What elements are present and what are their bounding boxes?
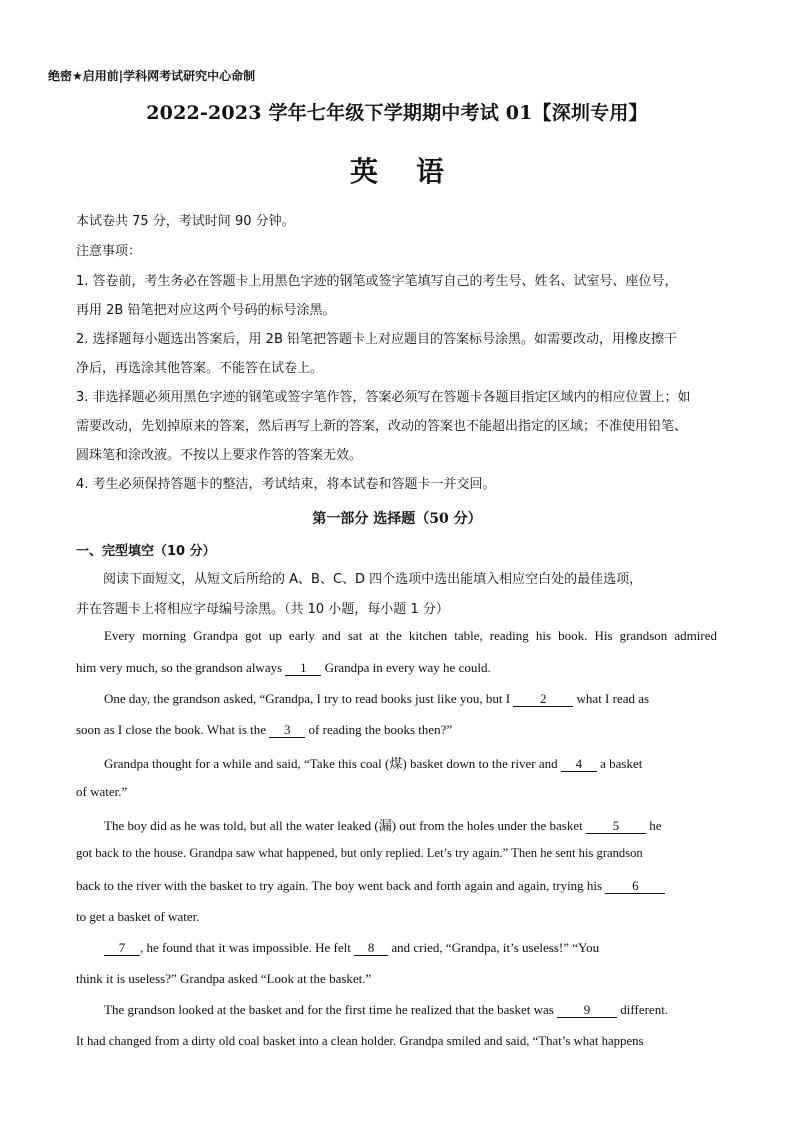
notice-item-2a: 2. 选择题每小题选出答案后，用 2B 铅笔把答题卡上对应题目的答案标号涂黑。如需要改动，用橡皮擦干 — [76, 332, 677, 347]
passage-line: Grandpa thought for a while and said, “Take this coal (煤) basket down to the river and 4 a basket — [104, 756, 643, 771]
section-title: 第一部分 选择题（50 分） — [312, 511, 482, 527]
blank-9: 9 — [557, 1003, 617, 1018]
exam-info: 本试卷共 75 分，考试时间 90 分钟。 — [76, 214, 295, 229]
part-title: 一、完型填空（10 分） — [76, 544, 216, 559]
passage-line: got back to the house. Grandpa saw what happened, but only replied. Let’s try again.” Then he sent his grandson — [76, 846, 643, 860]
passage-line: back to the river with the basket to try again. The boy went back and forth again and again, trying his 6 — [76, 878, 665, 894]
notice-item-2b: 净后，再选涂其他答案。不能答在试卷上。 — [76, 361, 324, 376]
passage-line: 7 , he found that it was impossible. He felt 8 and cried, “Grandpa, it’s useless!” “You — [104, 940, 599, 956]
passage-line: soon as I close the book. What is the 3 of reading the books then?” — [76, 722, 453, 737]
confidential-line: 绝密★启用前|学科网考试研究中心命制 — [48, 69, 256, 83]
passage-line: The grandson looked at the basket and for the first time he realized that the basket was 9 different. — [104, 1002, 669, 1017]
passage-line: One day, the grandson asked, “Grandpa, I try to read books just like you, but I 2 what I read as — [104, 691, 650, 706]
blank-5: 5 — [586, 819, 646, 834]
blank-4: 4 — [561, 757, 597, 772]
subject-title: 英语 — [349, 155, 482, 188]
blank-1: 1 — [285, 661, 321, 676]
exam-title: 2022-2023 学年七年级下学期期中考试 01【深圳专用】 — [146, 102, 648, 124]
notice-item-1a: 1. 答卷前，考生务必在答题卡上用黑色字迹的钢笔或签字笔填写自己的考生号、姓名、试室号、座位号， — [76, 274, 678, 289]
blank-7: 7 — [104, 941, 140, 956]
blank-6: 6 — [605, 879, 665, 894]
directions-line-1: 阅读下面短文，从短文后所给的 A、B、C、D 四个选项中选出能填入相应空白处的最佳选项， — [103, 572, 643, 587]
notice-item-3c: 圆珠笔和涂改液。不按以上要求作答的答案无效。 — [76, 448, 363, 463]
blank-3: 3 — [269, 723, 305, 738]
passage-line: Every morning Grandpa got up early and sat at the kitchen table, reading his book. His grandson admired — [104, 628, 717, 643]
passage-line: The boy did as he was told, but all the water leaked (漏) out from the holes under the basket 5 he — [104, 818, 662, 833]
passage-line: think it is useless?” Grandpa asked “Look at the basket.” — [76, 971, 372, 986]
notice-item-3a: 3. 非选择题必须用黑色字迹的钢笔或签字笔作答，答案必须写在答题卡各题目指定区域内的相应位置上；如 — [76, 390, 691, 405]
blank-2: 2 — [513, 692, 573, 707]
notice-item-3b: 需要改动，先划掉原来的答案，然后再写上新的答案，改动的答案也不能超出指定的区域；不准使用铅笔、 — [76, 419, 688, 434]
blank-8: 8 — [354, 941, 388, 956]
passage-line: him very much, so the grandson always 1 Grandpa in every way he could. — [76, 660, 491, 675]
notice-item-4: 4. 考生必须保持答题卡的整洁，考试结束，将本试卷和答题卡一并交回。 — [76, 477, 496, 492]
passage-line: It had changed from a dirty old coal basket into a clean holder. Grandpa smiled and said, “That’s what happens — [76, 1034, 644, 1048]
notice-title: 注意事项： — [76, 244, 142, 259]
directions-line-2: 并在答题卡上将相应字母编号涂黑。（共 10 小题，每小题 1 分） — [76, 602, 449, 617]
notice-item-1b: 再用 2B 铅笔把对应这两个号码的标号涂黑。 — [76, 303, 336, 318]
passage-line: of water.” — [76, 784, 128, 799]
passage-line: to get a basket of water. — [76, 909, 200, 924]
